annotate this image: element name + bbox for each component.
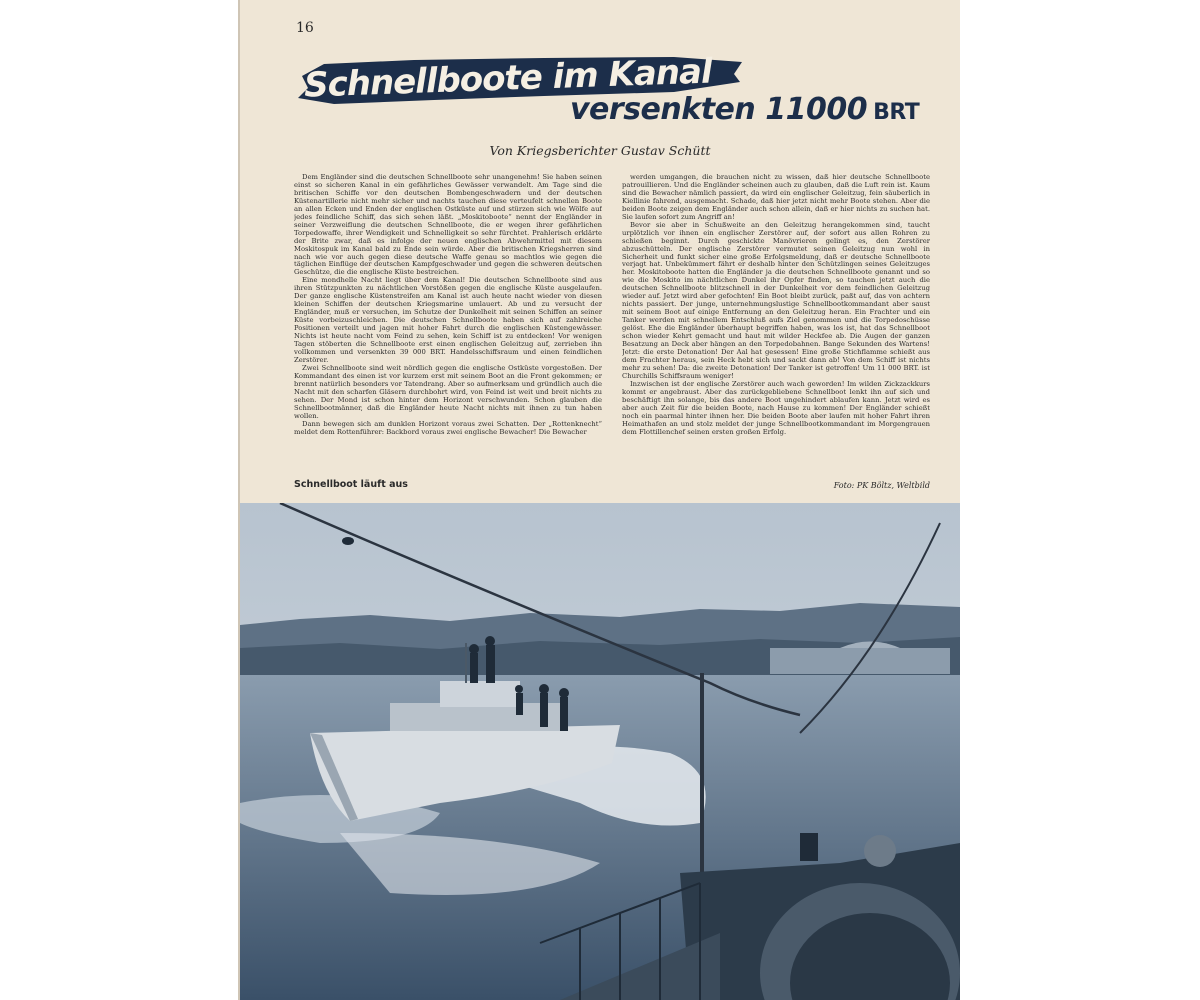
subtitle-main: versenkten 11000 [570,92,868,127]
photo-credit: Foto: PK Böltz, Weltbild [833,481,930,490]
crew-helmet [864,835,896,867]
boat-deckhouse [390,703,560,731]
byline: Von Kriegsberichter Gustav Schütt [489,143,711,158]
paragraph: Eine mondhelle Nacht liegt über dem Kanal! Die deutschen Schnellboote sind aus ihren Stützpunkten zu nächtlichen Vorstößen gegen die englische Küste ausgelaufen. Der ganze englische Küstenstreifen am Kanal ist auch heute nacht wieder von diesen kleinen Schiffen der deutschen Kriegsmarine umlauert. Ab und zu versucht der Engländer, muß er versuchen, im Schutze der Dunkelheit mit seinen Schiffen an seiner Küste vorbeizuschleichen. Die deutschen Schnellboote haben sich auf zahlreiche Positionen verteilt und jagen mit hoher Fahrt durch die englischen Küstengewässer. Nichts ist heute nacht vom Feind zu sehen, kein Schiff ist zu entdecken! Vor wenigen Tagen stöberten die Schnellboote erst einen englischen Geleitzug auf, zerrieben ihn vollkommen und versenkten 39 000 BRT. Handelsschiffsraum und einen feindlichen Zerstörer. [294,276,602,364]
paragraph: Inzwischen ist der englische Zerstörer auch wach geworden! Im wilden Zickzackkurs kommt er angebraust. Aber das zurückgebliebene Schnellboot lenkt ihn auf sich und beschäftigt ihn solange, bis das andere Boot ungehindert ablaufen kann. Jetzt wird es aber auch Zeit für die beiden Boote, nach Hause zu kommen! Der Engländer schießt noch ein paarmal hinter ihnen her. Die beiden Boote aber laufen mit hoher Fahrt ihren Heimathafen an und stolz meldet der junge Schnellbootkommandant im Morgengrauen dem Flottillenchef seinen ersten großen Erfolg. [622,379,930,436]
right-column [622,174,930,470]
page-number: 16 [296,20,314,36]
deck-fitting [800,833,818,861]
subtitle-unit: BRT [873,100,920,125]
page-subtitle [570,92,919,127]
photograph [240,503,960,1000]
article-body [294,174,930,470]
mast-pole [700,673,704,873]
paragraph: Bevor sie aber in Schußweite an den Geleitzug herangekommen sind, taucht urplötzlich vor ihnen ein englischer Zerstörer auf, der sofort aus allen Rohren zu schießen beginnt. Durch geschickte Manövrieren gelingt es, den Zerstörer abzuschütteln. Der englische Zerstörer vermutet seinen Geleitzug nun wohl in Sicherheit und funkt sicher eine große Erfolgsmeldung, daß er deutsche Schnellboote verjagt hat. Unbekümmert fährt er deshalb hinter den Schützlingen seines Geleitzuges her. Moskitoboote hatten die Engländer ja die deutschen Schnellboote genannt und so wie die Moskito im nächtlichen Dunkel ihr Opfer finden, so tauchen jetzt auch die deutschen Schnellboote blitzschnell in der Dunkelheit vor dem feindlichen Geleitzug wieder auf. Jetzt wird aber gefochten! Ein Boot bleibt zurück, paßt auf, das von achtern nichts passiert. Der junge, unternehmungslustige Schnellbootkommandant aber saust mit seinem Boot auf einige Entfernung an den Geleitzug heran. Ein Frachter und ein Tanker werden mit schnellem Entschluß aufs Ziel genommen und die Torpedoschüsse gelöst. Ehe die Engländer überhaupt begriffen haben, was los ist, hat das Schnellboot schon wieder Kehrt gemacht und haut mit wilder Heckfee ab. Die Augen der ganzen Besatzung an Deck aber hängen an den Torpedobahnen. Bange Sekunden des Wartens! Jetzt: die erste Detonation! Der Aal hat gesessen! Eine große Stichflamme schießt aus dem Frachter heraus, sein Heck hebt sich und sackt dann ab! Von dem Schiff ist nichts mehr zu sehen! Da: die zweite Detonation! Der Tanker ist getroffen! Um 11 000 BRT. ist Churchills Schiffsraum weniger! [622,220,930,380]
page-title: Schnellboote im Kanal [303,51,713,106]
paragraph: werden umgangen, die brauchen nicht zu wissen, daß hier deutsche Schnellboote patrouillieren. Und die Engländer scheinen auch zu glauben, daß die Luft rein ist. Kaum sind die Bewacher nämlich passiert, da wird ein englischer Geleitzug, fein säuberlich in Kiellinie fahrend, ausgemacht. Schade, daß hier jetzt nicht mehr Boote stehen. Aber die beiden Boote zeigen dem Engländer auch schon allein, daß er hier nichts zu suchen hat. Sie laufen sofort zum Angriff an! [622,174,930,221]
magazine-page [240,0,960,1000]
boat-mast [465,643,467,683]
paragraph: Dem Engländer sind die deutschen Schnellboote sehr unangenehm! Sie haben seinen einst so sicheren Kanal in ein gefährliches Gewässer verwandelt. Am Tage sind die britischen Schiffe vor den deutschen Bombengeschwadern und der deutschen Küstenartillerie nicht mehr sicher und nachts tauchen diese verteufelt schnellen Boote an allen Ecken und Enden der englischen Ostküste auf und stürzen sich wie Wölfe auf jedes feindliche Schiff, das sich sehen läßt. „Moskitoboote“ nennt der Engländer in seiner Verzweiflung die deutschen Schnellboote, die er wegen ihrer gefährlichen Torpedowaffe, ihrer Wendigkeit und Schnelligkeit so sehr fürchtet. Prahlerisch erklärte der Brite zwar, daß es infolge der neuen englischen Abwehrmittel mit diesem Moskitospuk im Kanal bald zu Ende sein würde. Aber die britischen Kriegsherren sind nach wie vor auch gegen diese deutsche Waffe genau so machtlos wie gegen die täglichen Einflüge der deutschen Kampfgeschwader und gegen die schweren deutschen Geschütze, die die englische Küste bestreichen. [294,174,602,277]
boat-bridge [440,681,520,707]
paragraph: Zwei Schnellboote sind weit nördlich gegen die englische Ostküste vorgestoßen. Der Kommandant des einen ist vor kurzem erst mit seinem Boot an die Front gekommen; er brennt natürlich besonders vor Tatendrang. Aber so aufmerksam und gründlich auch die Nacht mit den scharfen Gläsern durchbohrt wird, von Feind ist weit und breit nichts zu sehen. Der Mond ist schon hinter dem Horizont verschwunden. Schon glauben die Schnellbootmänner, daß die Engländer heute Nacht nichts mit ihnen zu tun haben wollen. [294,363,602,420]
left-column [294,174,602,470]
rope-knot [342,537,354,545]
paragraph: Dann bewegen sich am dunklen Horizont voraus zwei Schatten. Der „Rottenknecht“ meldet dem Rottenführer: Backbord voraus zwei englische Bewacher! Die Bewacher [294,419,602,436]
photo-caption: Schnellboot läuft aus [294,479,408,490]
